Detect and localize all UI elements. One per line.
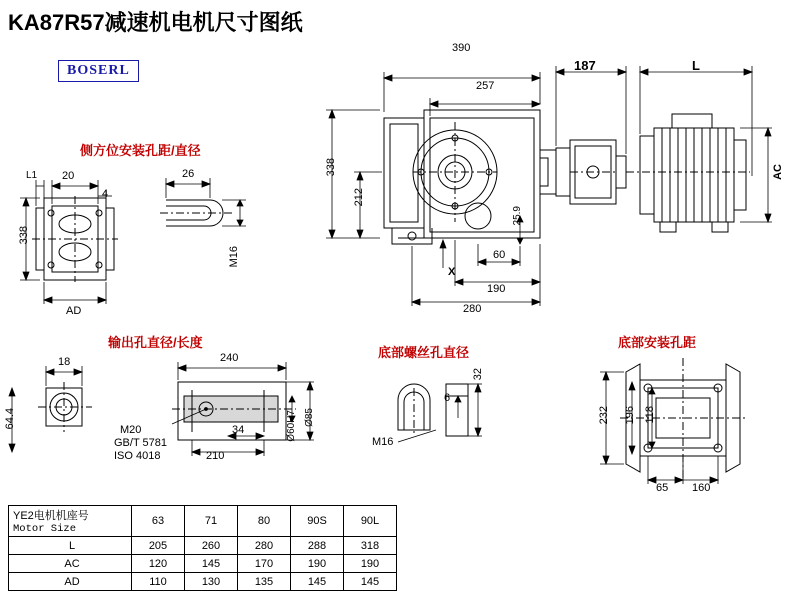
brand-logo: BOSERL (58, 60, 139, 82)
dim-196: 196 (624, 406, 636, 425)
dim-20: 20 (62, 170, 75, 182)
page-title: KA87R57减速机电机尺寸图纸 (8, 10, 303, 35)
dim-280: 280 (463, 303, 482, 315)
cell-L-80: 280 (238, 537, 291, 555)
row-label-AD: AD (9, 573, 132, 591)
dim-L1: L1 (26, 170, 38, 181)
table-col-3: 90S (291, 506, 344, 537)
table-col-4: 90L (344, 506, 397, 537)
table-col-2: 80 (238, 506, 291, 537)
cell-AD-63: 110 (132, 573, 185, 591)
table-header-label-line2: Motor Size (13, 523, 77, 535)
section-title-output-hole: 输出孔直径/长度 (108, 335, 203, 350)
dim-338-side: 338 (18, 226, 30, 245)
dim-L-main: L (692, 58, 700, 73)
table-header-label (9, 506, 132, 537)
cell-AD-71: 130 (185, 573, 238, 591)
table-row (9, 573, 397, 591)
dim-187: 187 (574, 58, 596, 73)
note-iso4018: ISO 4018 (114, 450, 161, 462)
note-m20: M20 (120, 424, 142, 436)
dim-AD-side: AD (66, 305, 82, 317)
row-label-L: L (9, 537, 132, 555)
dim-60: 60 (493, 249, 506, 261)
dim-240: 240 (220, 352, 239, 364)
dim-AC-main: AC (772, 164, 784, 180)
dim-18: 18 (58, 356, 71, 368)
cell-L-71: 260 (185, 537, 238, 555)
motor-body (626, 114, 750, 232)
dim-212: 212 (353, 188, 365, 207)
dim-390: 390 (452, 42, 471, 54)
dim-64-4: 64.4 (4, 408, 16, 430)
dim-160: 160 (692, 482, 711, 494)
dim-210: 210 (206, 450, 225, 462)
cell-L-63: 205 (132, 537, 185, 555)
bottom-mount-view (600, 358, 748, 484)
dim-32: 32 (472, 368, 484, 381)
dim-34: 34 (232, 424, 245, 436)
gearbox-main-body (384, 110, 556, 244)
table-col-0: 63 (132, 506, 185, 537)
dim-M16-bottom: M16 (372, 436, 394, 448)
note-gbt5781: GB/T 5781 (114, 437, 167, 449)
cell-AD-90S: 145 (291, 573, 344, 591)
spec-table (8, 505, 397, 591)
row-label-AC: AC (9, 555, 132, 573)
dim-4: 4 (102, 188, 109, 200)
dim-85: Ø85 (304, 408, 315, 427)
cell-AD-90L: 145 (344, 573, 397, 591)
table-col-1: 71 (185, 506, 238, 537)
dim-65: 65 (656, 482, 669, 494)
dim-257: 257 (476, 80, 495, 92)
dim-26: 26 (182, 168, 195, 180)
bottom-screw-view (398, 384, 482, 442)
section-title-side-mount: 侧方位安装孔距/直径 (80, 143, 201, 158)
cell-AC-71: 145 (185, 555, 238, 573)
dim-60h7: Ø60H7 (286, 410, 297, 442)
section-title-bottom-screw: 底部螺丝孔直径 (378, 345, 470, 360)
main-view-dimensions (326, 66, 772, 306)
table-row (9, 537, 397, 555)
dim-25-9: 25.9 (512, 206, 523, 226)
motor-adaptor (556, 140, 626, 204)
cell-AC-90S: 190 (291, 555, 344, 573)
cell-AC-90L: 190 (344, 555, 397, 573)
cell-L-90S: 288 (291, 537, 344, 555)
cell-AC-63: 120 (132, 555, 185, 573)
dim-M16-side: M16 (228, 246, 240, 268)
table-header-label-line1: YE2电机机座号 (13, 510, 89, 522)
cell-AD-80: 135 (238, 573, 291, 591)
dim-118: 118 (644, 406, 656, 424)
table-header-row (9, 506, 397, 537)
dim-232: 232 (598, 406, 610, 425)
dim-6: 6 (444, 392, 451, 404)
cell-AC-80: 170 (238, 555, 291, 573)
cell-L-90L: 318 (344, 537, 397, 555)
dim-338-main: 338 (325, 158, 337, 177)
dim-X: X (448, 266, 456, 278)
dim-190: 190 (487, 283, 506, 295)
section-title-bottom-mount: 底部安装孔距 (618, 335, 697, 350)
table-row (9, 555, 397, 573)
side-mount-view (20, 178, 246, 304)
